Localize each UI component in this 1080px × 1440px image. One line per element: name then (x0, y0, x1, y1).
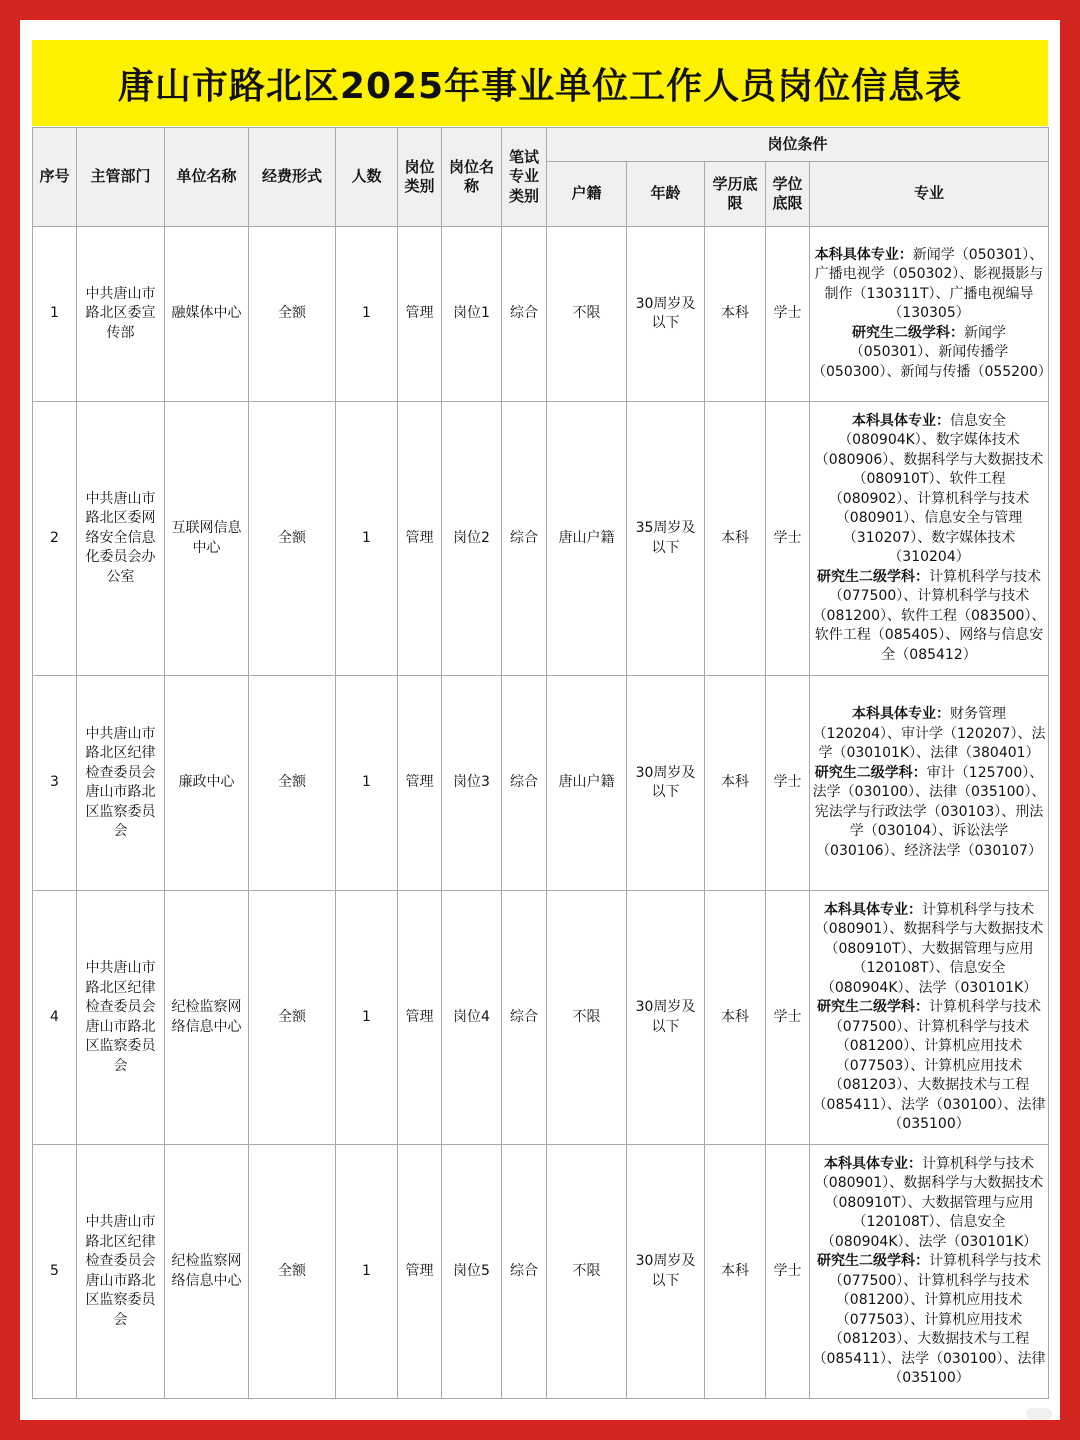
cell-post-name: 岗位1 (442, 227, 502, 402)
cell-funding: 全额 (249, 1145, 336, 1399)
cell-exam-type: 综合 (502, 1145, 547, 1399)
undergrad-majors: 财务管理（120204）、审计学（120207）、法学（030101K）、法律（380401） (812, 706, 1046, 761)
postgrad-majors: 计算机科学与技术（077500）、计算机科学与技术（081200）、计算机应用技术（077503）、计算机应用技术（081203）、大数据技术与工程（085411）、法学（030100）、法律（035100） (812, 1253, 1046, 1386)
cell-post-type: 管理 (398, 891, 442, 1145)
cell-seq: 1 (33, 227, 77, 402)
cell-unit: 纪检监察网络信息中心 (165, 891, 249, 1145)
cell-unit: 纪检监察网络信息中心 (165, 1145, 249, 1399)
cell-seq: 2 (33, 402, 77, 676)
postgrad-label: 研究生二级学科： (814, 764, 927, 781)
undergrad-label: 本科具体专业： (824, 901, 922, 918)
postgrad-majors: 计算机科学与技术（077500）、计算机科学与技术（081200）、计算机应用技术（077503）、计算机应用技术（081203）、大数据技术与工程（085411）、法学（030100）、法律（035100） (812, 999, 1046, 1132)
cell-dept: 中共唐山市路北区委宣传部 (77, 227, 165, 402)
postgrad-label: 研究生二级学科： (817, 1253, 929, 1269)
cell-age: 35周岁及以下 (627, 402, 705, 676)
undergrad-majors: 新闻学（050301）、广播电视学（050302）、影视摄影与制作（130311T）、广播电视编导（130305） (814, 246, 1044, 322)
cell-exam-type: 综合 (502, 676, 547, 891)
cell-hukou: 唐山户籍 (547, 402, 627, 676)
cell-major (810, 227, 1052, 402)
undergrad-label: 本科具体专业： (852, 706, 950, 722)
cell-exam-type: 综合 (502, 891, 547, 1145)
cell-post-name: 岗位2 (442, 402, 502, 676)
cell-count: 1 (336, 227, 398, 402)
postgrad-majors: 计算机科学与技术（077500）、计算机科学与技术（081200）、软件工程（083500）、软件工程（085405）、网络与信息安全（085412） (812, 568, 1046, 663)
cell-major (810, 1145, 1049, 1399)
cell-edu: 本科 (705, 227, 766, 402)
header-post-name: 岗位名称 (442, 128, 502, 227)
header-age: 年龄 (627, 162, 705, 227)
cell-post-name: 岗位3 (442, 676, 502, 891)
cell-dept: 中共唐山市路北区纪律检查委员会唐山市路北区监察委员会 (77, 891, 165, 1145)
cell-hukou: 唐山户籍 (547, 676, 627, 891)
table-row (33, 227, 1049, 402)
table-row (33, 676, 1049, 891)
cell-count: 1 (336, 1145, 398, 1399)
cell-unit: 互联网信息中心 (165, 402, 249, 676)
cell-post-name: 岗位5 (442, 1145, 502, 1399)
undergrad-label: 本科具体专业： (824, 1155, 922, 1172)
cell-post-name: 岗位4 (442, 891, 502, 1145)
cell-major (810, 402, 1049, 676)
header-funding: 经费形式 (249, 128, 336, 227)
watermark-badge (1026, 1408, 1052, 1420)
cell-seq: 4 (33, 891, 77, 1145)
cell-age: 30周岁及以下 (627, 227, 705, 402)
postgrad-majors: 新闻学（050301）、新闻传播学（050300）、新闻与传播（055200） (812, 324, 1052, 380)
cell-seq: 5 (33, 1145, 77, 1399)
cell-degree: 学士 (766, 402, 810, 676)
cell-post-type: 管理 (398, 402, 442, 676)
header-major: 专业 (810, 162, 1049, 227)
cell-dept: 中共唐山市路北区纪律检查委员会唐山市路北区监察委员会 (77, 1145, 165, 1399)
cell-unit: 融媒体中心 (165, 227, 249, 402)
header-count: 人数 (336, 128, 398, 227)
table-row (33, 891, 1049, 1145)
header-degree: 学位底限 (766, 162, 810, 227)
cell-age: 30周岁及以下 (627, 676, 705, 891)
cell-age: 30周岁及以下 (627, 891, 705, 1145)
cell-hukou: 不限 (547, 1145, 627, 1399)
cell-degree: 学士 (766, 1145, 810, 1399)
postgrad-label: 研究生二级学科： (852, 324, 964, 341)
header-hukou: 户籍 (547, 162, 627, 227)
cell-count: 1 (336, 402, 398, 676)
cell-hukou: 不限 (547, 891, 627, 1145)
cell-edu: 本科 (705, 1145, 766, 1399)
cell-dept: 中共唐山市路北区委网络安全信息化委员会办公室 (77, 402, 165, 676)
cell-funding: 全额 (249, 227, 336, 402)
cell-degree: 学士 (766, 227, 810, 402)
cell-post-type: 管理 (398, 676, 442, 891)
undergrad-label: 本科具体专业： (814, 246, 913, 263)
cell-exam-type: 综合 (502, 227, 547, 402)
document-title: 唐山市路北区2025年事业单位工作人员岗位信息表 (32, 40, 1048, 126)
header-edu: 学历底限 (705, 162, 766, 227)
undergrad-majors: 计算机科学与技术（080901）、数据科学与大数据技术（080910T）、大数据管理与应用（120108T）、信息安全（080904K）、法学（030101K） (814, 901, 1044, 996)
header-conditions: 岗位条件 (547, 128, 1049, 162)
header-post-type: 岗位类别 (398, 128, 442, 227)
cell-dept: 中共唐山市路北区纪律检查委员会唐山市路北区监察委员会 (77, 676, 165, 891)
postgrad-label: 研究生二级学科： (817, 999, 929, 1015)
cell-seq: 3 (33, 676, 77, 891)
cell-post-type: 管理 (398, 227, 442, 402)
positions-table (32, 127, 1052, 1399)
cell-edu: 本科 (705, 676, 766, 891)
cell-degree: 学士 (766, 891, 810, 1145)
cell-funding: 全额 (249, 676, 336, 891)
document-page (20, 20, 1060, 1420)
header-unit: 单位名称 (165, 128, 249, 227)
cell-count: 1 (336, 891, 398, 1145)
cell-edu: 本科 (705, 402, 766, 676)
header-exam-type: 笔试专业类别 (502, 128, 547, 227)
cell-unit: 廉政中心 (165, 676, 249, 891)
postgrad-label: 研究生二级学科： (817, 568, 929, 585)
cell-degree: 学士 (766, 676, 810, 891)
cell-edu: 本科 (705, 891, 766, 1145)
cell-age: 30周岁及以下 (627, 1145, 705, 1399)
cell-major (810, 891, 1049, 1145)
cell-count: 1 (336, 676, 398, 891)
cell-exam-type: 综合 (502, 402, 547, 676)
header-seq: 序号 (33, 128, 77, 227)
header-dept: 主管部门 (77, 128, 165, 227)
cell-funding: 全额 (249, 891, 336, 1145)
undergrad-majors: 计算机科学与技术（080901）、数据科学与大数据技术（080910T）、大数据管理与应用（120108T）、信息安全（080904K）、法学（030101K） (814, 1155, 1044, 1250)
cell-funding: 全额 (249, 402, 336, 676)
postgrad-majors: 审计（125700）、法学（030100）、法律（035100）、宪法学与行政法学（030103）、刑法学（030104）、诉讼法学（030106）、经济法学（030107） (812, 764, 1046, 859)
undergrad-label: 本科具体专业： (852, 412, 950, 429)
cell-post-type: 管理 (398, 1145, 442, 1399)
table-row (33, 1145, 1049, 1399)
cell-major (810, 676, 1049, 891)
cell-hukou: 不限 (547, 227, 627, 402)
undergrad-majors: 信息安全（080904K）、数字媒体技术（080906）、数据科学与大数据技术（080910T）、软件工程（080902）、计算机科学与技术（080901）、信息安全与管理（310207）、数字媒体技术（310204） (814, 412, 1044, 566)
table-row (33, 402, 1049, 676)
